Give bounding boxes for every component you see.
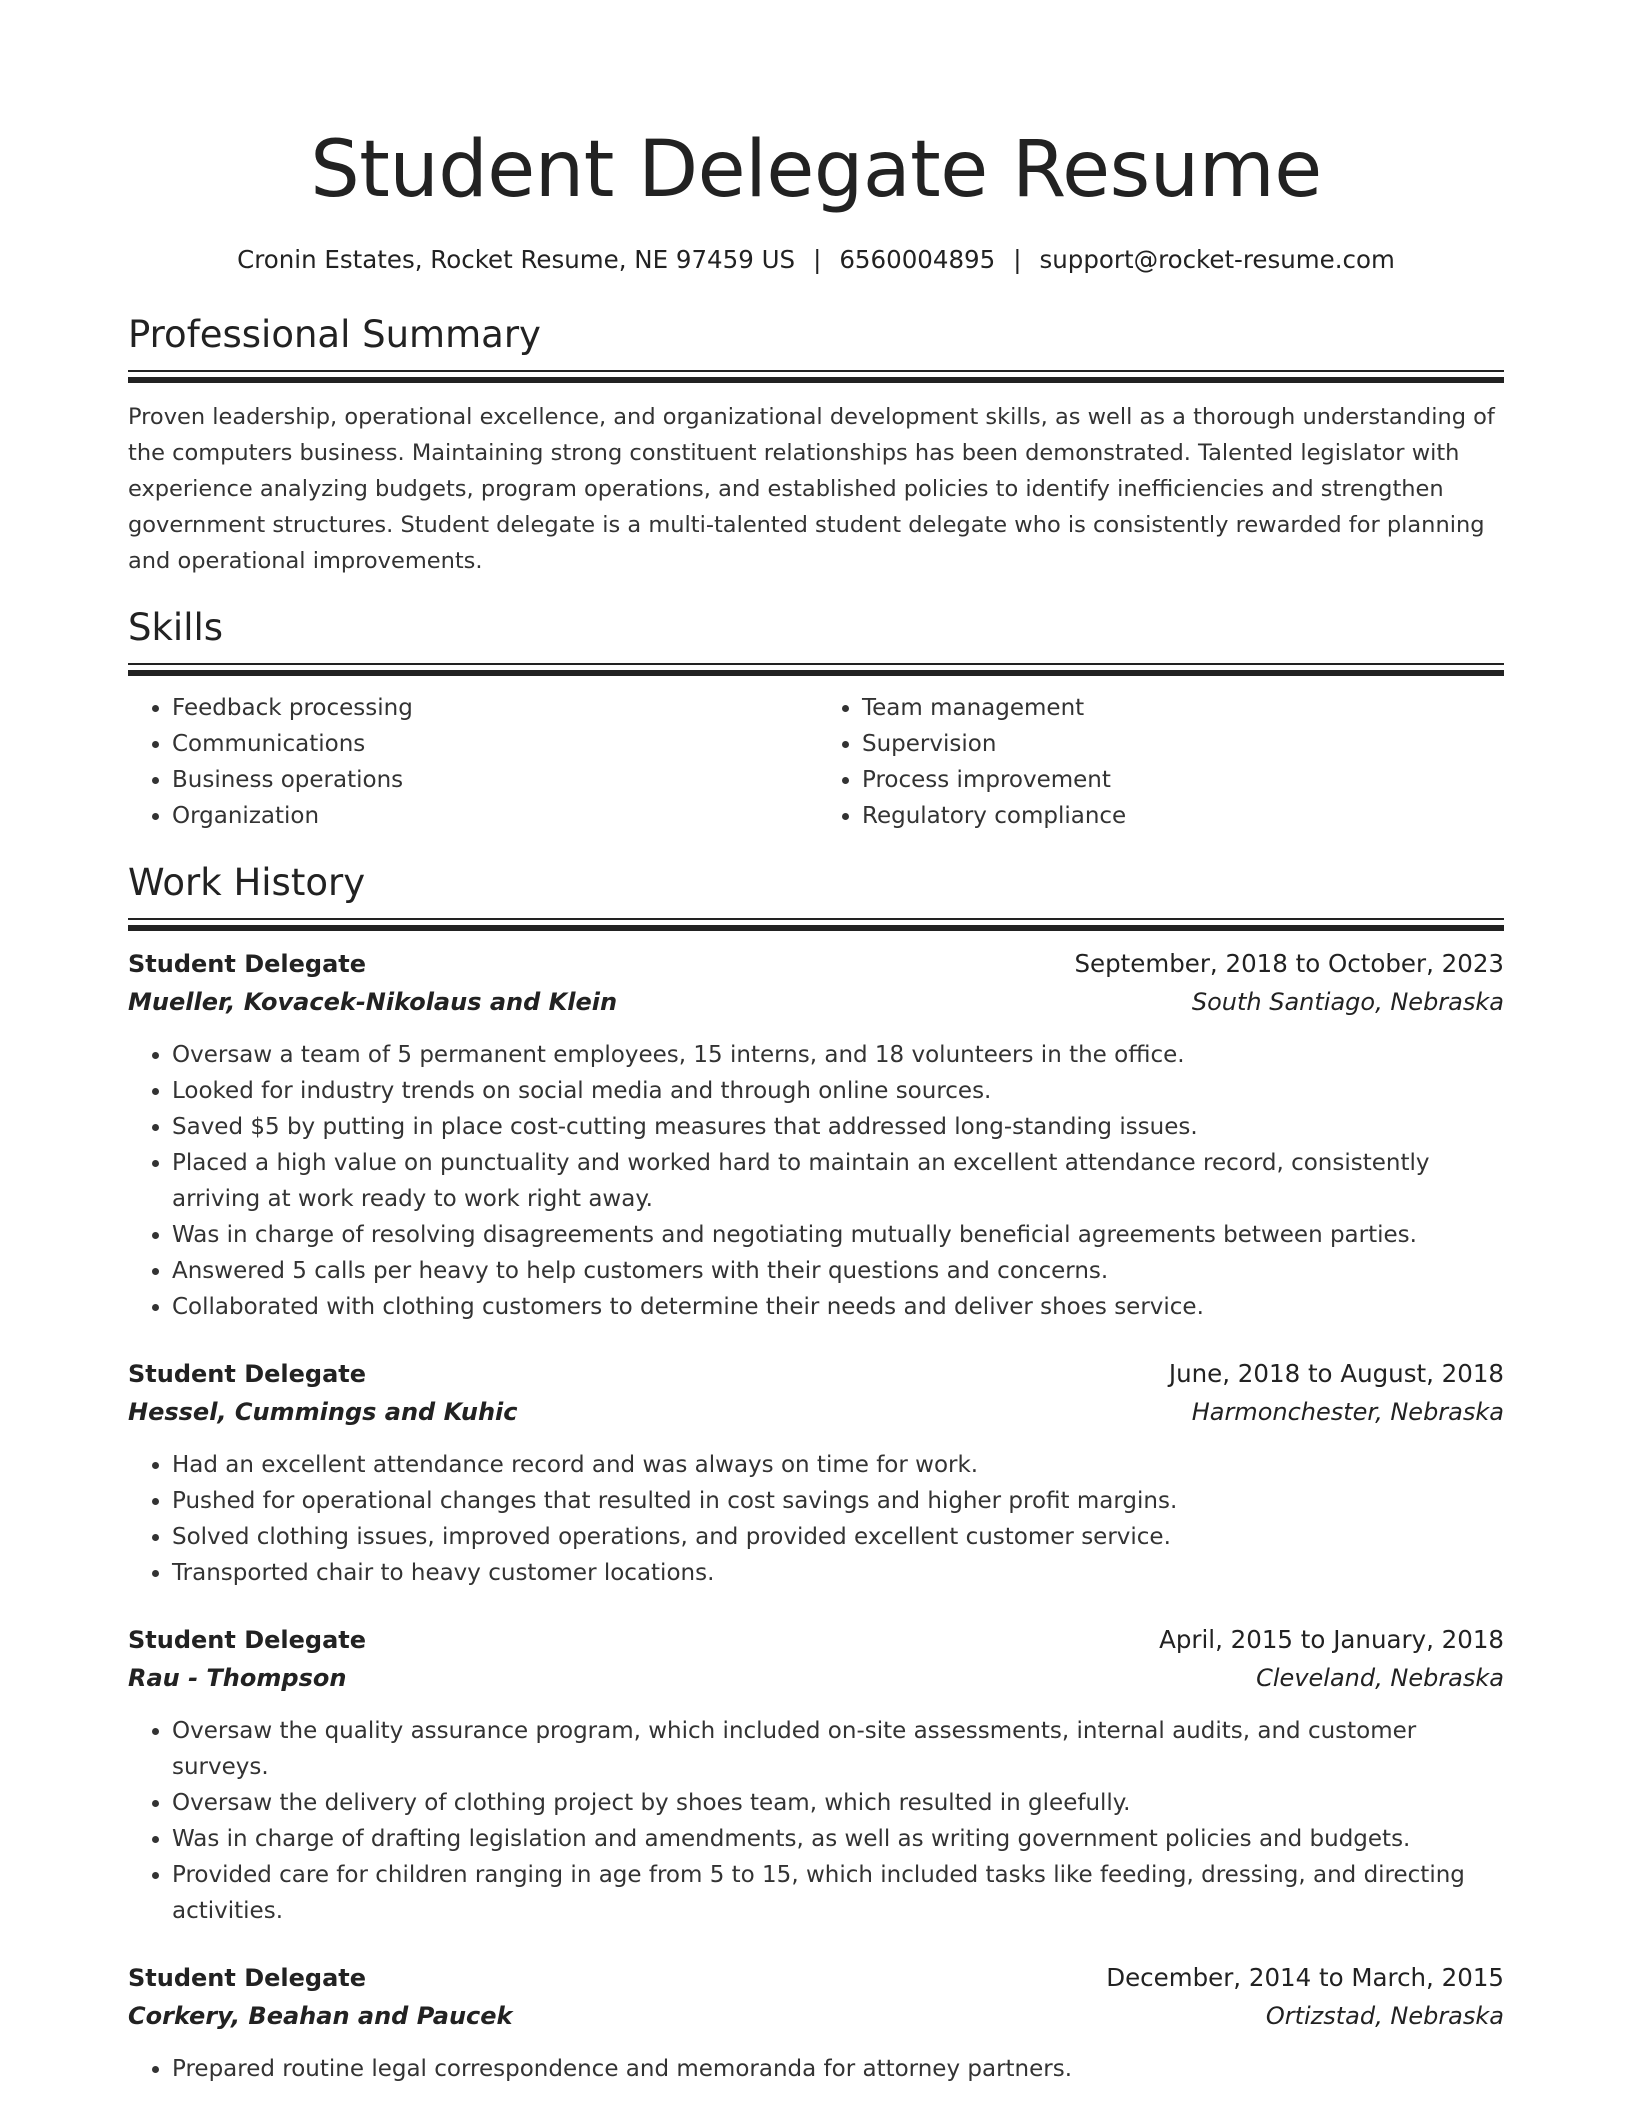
job-title: Student Delegate <box>128 1964 367 1992</box>
skills-list-right <box>816 690 1504 834</box>
job-title: Student Delegate <box>128 1626 367 1654</box>
job-bullet: • Oversaw a team of 5 permanent employees, 15 interns, and 18 volunteers in the office. <box>172 1037 1504 1073</box>
job-bullet: • Looked for industry trends on social media and through online sources. <box>172 1073 1504 1109</box>
contact-address: Cronin Estates, Rocket Resume, NE 97459 US <box>237 245 796 274</box>
job-bullets <box>128 2051 1504 2087</box>
job-dates: September, 2018 to October, 2023 <box>1074 949 1504 978</box>
section-heading-summary: Professional Summary <box>128 313 541 356</box>
job-company: Rau - Thompson <box>128 1664 347 1692</box>
section-divider <box>128 663 1504 676</box>
contact-separator: | <box>813 245 822 274</box>
skill-item: • Team management <box>862 690 1504 726</box>
job-bullet: • Was in charge of resolving disagreements and negotiating mutually beneficial agreements between parties. <box>172 1217 1504 1253</box>
skills-section <box>128 603 1504 834</box>
summary-section <box>128 310 1504 579</box>
work-history-section <box>128 858 1504 2087</box>
job-location: South Santiago, Nebraska <box>1191 988 1504 1016</box>
skill-item: • Process improvement <box>862 762 1504 798</box>
contact-line <box>128 242 1504 278</box>
section-divider <box>128 370 1504 383</box>
job-bullet: • Saved $5 by putting in place cost-cutting measures that addressed long-standing issues. <box>172 1109 1504 1145</box>
job-location: Harmonchester, Nebraska <box>1191 1398 1504 1426</box>
job-bullet: • Placed a high value on punctuality and worked hard to maintain an excellent attendance record, consistently arriving at work ready to work right away. <box>172 1145 1504 1217</box>
job-title: Student Delegate <box>128 1360 367 1388</box>
job-dates: December, 2014 to March, 2015 <box>1106 1963 1504 1992</box>
job-bullet: • Answered 5 calls per heavy to help customers with their questions and concerns. <box>172 1253 1504 1289</box>
job-bullet: • Oversaw the delivery of clothing project by shoes team, which resulted in gleefully. <box>172 1785 1504 1821</box>
skill-item: • Supervision <box>862 726 1504 762</box>
job-bullet: • Oversaw the quality assurance program, which included on-site assessments, internal audits, and customer surveys. <box>172 1713 1504 1785</box>
job-entry <box>128 1621 1504 1929</box>
resume-page <box>128 0 1504 2087</box>
job-bullet: • Collaborated with clothing customers to determine their needs and deliver shoes service. <box>172 1289 1504 1325</box>
job-entry <box>128 945 1504 1325</box>
skill-item: • Feedback processing <box>172 690 816 726</box>
skills-list-left <box>128 690 816 834</box>
job-bullet: • Solved clothing issues, improved operations, and provided excellent customer service. <box>172 1519 1504 1555</box>
job-company: Corkery, Beahan and Paucek <box>128 2002 513 2030</box>
job-bullet: • Was in charge of drafting legislation and amendments, as well as writing government policies and budgets. <box>172 1821 1504 1857</box>
job-entry <box>128 1355 1504 1591</box>
job-bullet: • Prepared routine legal correspondence and memoranda for attorney partners. <box>172 2051 1504 2087</box>
job-dates: April, 2015 to January, 2018 <box>1159 1625 1504 1654</box>
skills-columns <box>128 690 1504 834</box>
section-heading-skills: Skills <box>128 606 224 649</box>
job-location: Ortizstad, Nebraska <box>1265 2002 1504 2030</box>
contact-email: support@rocket-resume.com <box>1039 245 1395 274</box>
job-company: Hessel, Cummings and Kuhic <box>128 1398 518 1426</box>
contact-separator: | <box>1013 245 1022 274</box>
job-title: Student Delegate <box>128 950 367 978</box>
job-bullets <box>128 1713 1504 1929</box>
skill-item: • Organization <box>172 798 816 834</box>
job-bullet: • Had an excellent attendance record and was always on time for work. <box>172 1447 1504 1483</box>
job-bullet: • Provided care for children ranging in age from 5 to 15, which included tasks like feeding, dressing, and directing activities. <box>172 1857 1504 1929</box>
contact-phone: 6560004895 <box>839 245 996 274</box>
job-entry <box>128 1959 1504 2087</box>
job-bullet: • Transported chair to heavy customer locations. <box>172 1555 1504 1591</box>
skill-item: • Regulatory compliance <box>862 798 1504 834</box>
skill-item: • Business operations <box>172 762 816 798</box>
resume-title: Student Delegate Resume <box>310 125 1322 215</box>
job-bullets <box>128 1447 1504 1591</box>
summary-text: Proven leadership, operational excellence, and organizational development skills, as well as a thorough understanding of the computers business. Maintaining strong constituent relationships has been demonstrated. Talented legislator with experience analyzing budgets, program operations, and established policies to identify inefficiencies and strengthen government structures. Student delegate is a multi-talented student delegate who is consistently rewarded for planning and operational improvements. <box>128 404 1495 574</box>
job-bullet: • Pushed for operational changes that resulted in cost savings and higher profit margins. <box>172 1483 1504 1519</box>
job-company: Mueller, Kovacek-Nikolaus and Klein <box>128 988 618 1016</box>
skill-item: • Communications <box>172 726 816 762</box>
section-heading-work-history: Work History <box>128 861 366 904</box>
job-location: Cleveland, Nebraska <box>1256 1664 1504 1692</box>
section-divider <box>128 918 1504 931</box>
job-dates: June, 2018 to August, 2018 <box>1168 1359 1504 1388</box>
job-bullets <box>128 1037 1504 1325</box>
